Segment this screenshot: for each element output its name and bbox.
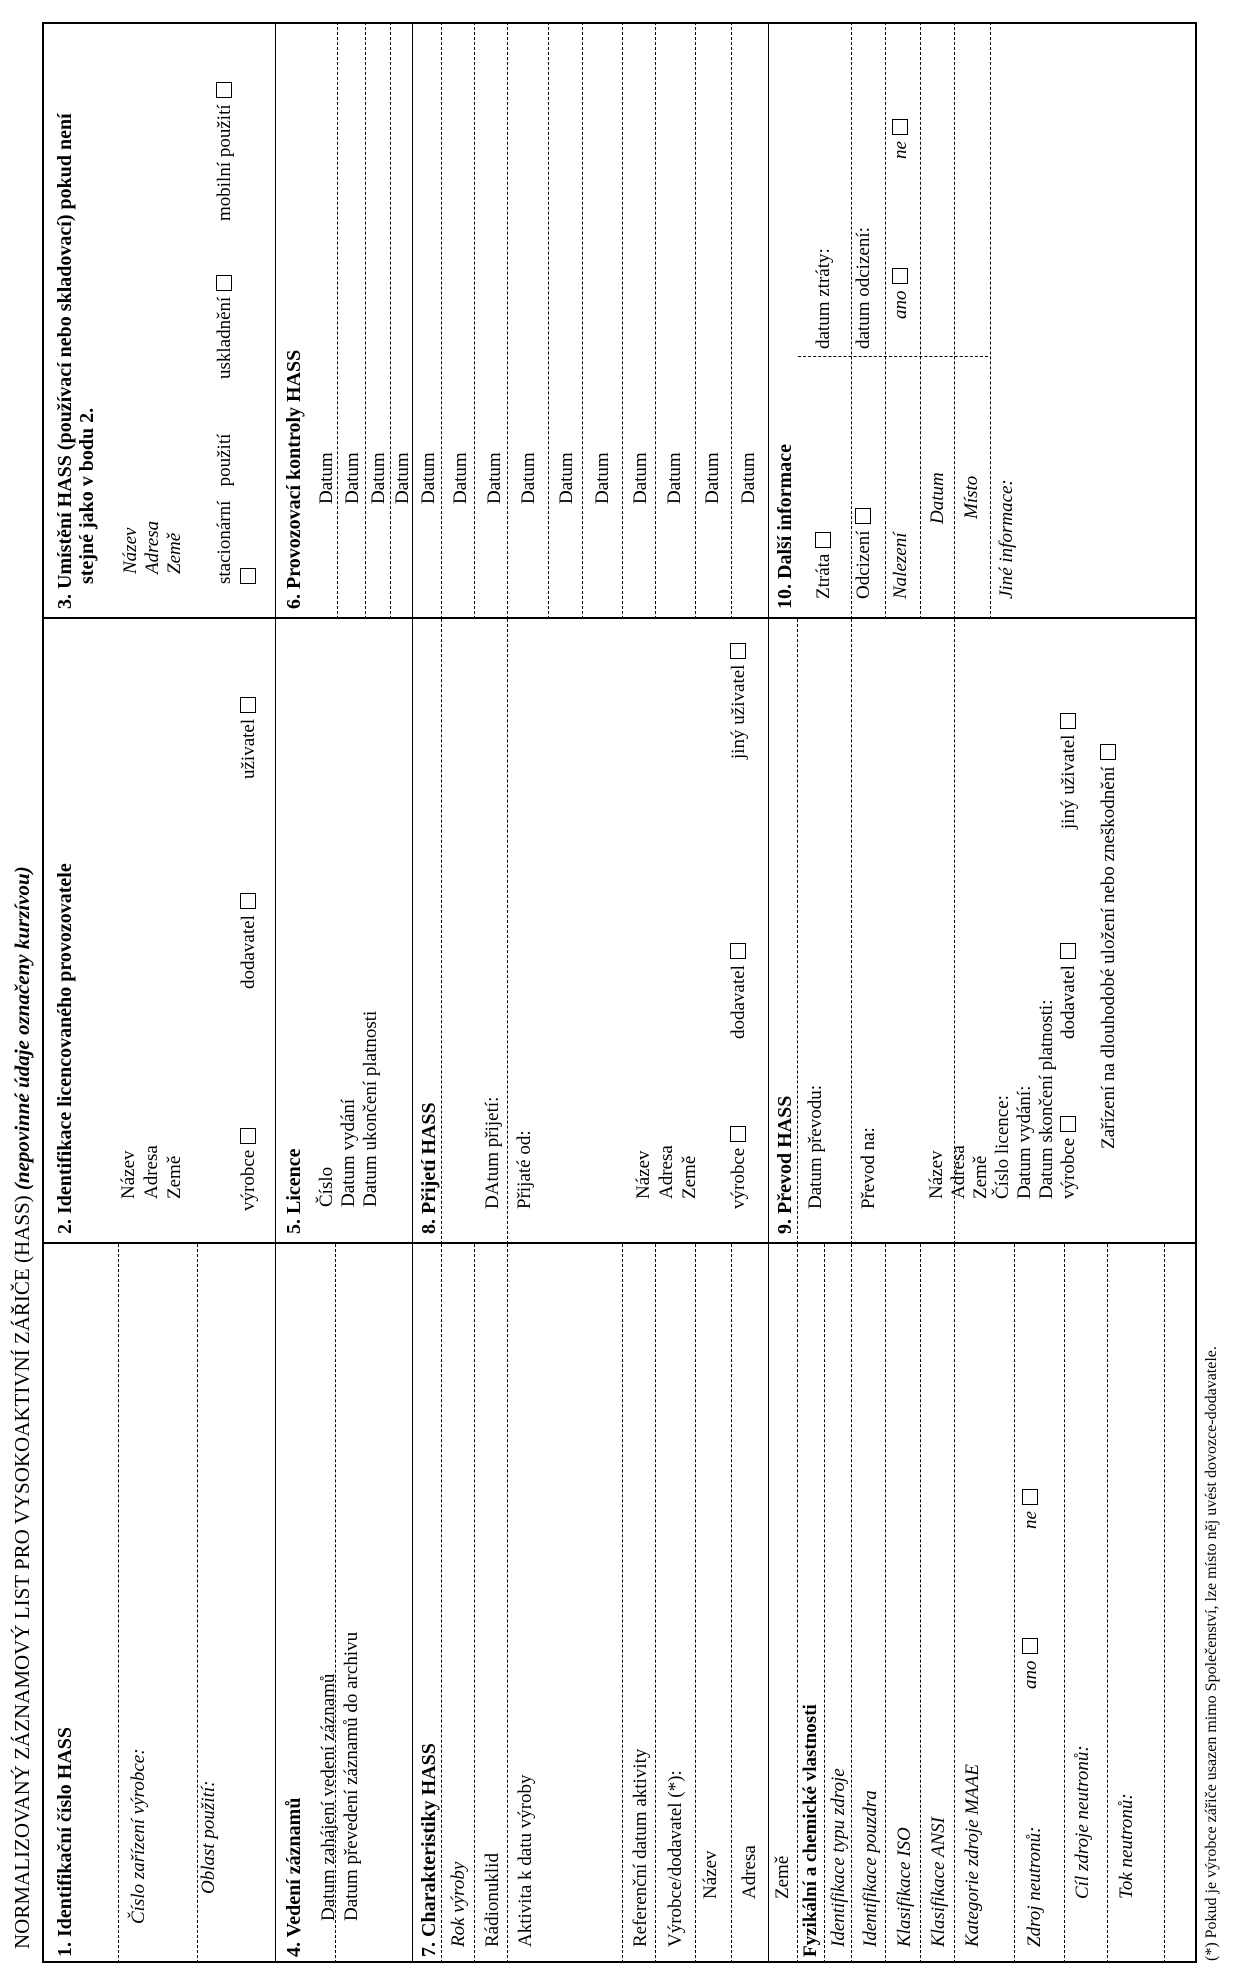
form-title: NORMALIZOVANÝ ZÁZNAMOVÝ LIST PRO VYSOKOAKTIVNÍ ZÁŘIČE (HASS) (nepovinné údaje označeny kurzívou): [10, 866, 34, 1949]
s10-ztrata-option[interactable]: Ztráta: [813, 532, 835, 599]
s1-cislo-label: Číslo zařízení výrobce:: [128, 1748, 149, 1924]
section-5-heading: 5. Licence: [283, 1148, 305, 1234]
s7-cil-n: Cíl zdroje neutronů:: [1072, 1745, 1093, 1899]
s9-vyrobce-checkbox[interactable]: [1060, 1116, 1076, 1132]
s2-vyrobce-option[interactable]: výrobce: [238, 1128, 260, 1211]
s10-datum-odcizeni: datum odcizení:: [853, 227, 874, 349]
s9-vydani: Datum vydání:: [1014, 1085, 1035, 1199]
s6-datum-3: Datum: [368, 452, 389, 504]
s6-datum-9: Datum: [556, 452, 577, 504]
s3-adresa: Adresa: [142, 520, 163, 574]
s5-cislo: Číslo: [316, 1166, 337, 1207]
s1-oblast-label: Oblast použití:: [198, 1780, 219, 1894]
s8-prijato: Přijaté od:: [514, 1130, 535, 1209]
s2-adresa: Adresa: [141, 1145, 162, 1199]
s7-adresa: Adresa: [739, 1845, 760, 1899]
s7-vyrobce: Výrobce/dodavatel (*):: [665, 1770, 686, 1947]
s7-iso: Klasifikace ISO: [894, 1827, 915, 1947]
section-8-heading: 8. Přijetí HASS: [418, 1102, 440, 1234]
s5-vydani: Datum vydání: [338, 1098, 359, 1207]
s7-ansi: Klasifikace ANSI: [928, 1817, 949, 1947]
s7-aktivita: Aktivita k datu výroby: [515, 1774, 536, 1947]
s8-dodavatel-option[interactable]: dodavatel: [728, 943, 750, 1039]
row-divider-3: [768, 22, 769, 1963]
s2-uzivatel-checkbox[interactable]: [240, 697, 256, 713]
s7-pouzdro: Identifikace pouzdra: [860, 1790, 881, 1947]
s9-adresa: Adresa: [948, 1145, 969, 1199]
row-divider-1: [275, 22, 276, 1963]
s9-prevod: Převod na:: [858, 1127, 879, 1209]
s7-tok-n: Tok neutronů:: [1116, 1793, 1137, 1899]
s4-prevedeni: Datum převedení záznamů do archivu: [341, 1631, 362, 1921]
s9-dodavatel-checkbox[interactable]: [1060, 943, 1076, 959]
s10-ne-checkbox[interactable]: [892, 119, 908, 135]
row-divider-2: [412, 22, 413, 1963]
section-6-heading: 6. Provozovací kontroly HASS: [283, 349, 305, 609]
s2-dodavatel-checkbox[interactable]: [240, 893, 256, 909]
s6-datum-6: Datum: [450, 452, 471, 504]
s3-zeme: Země: [164, 532, 185, 574]
s7-zeme: Země: [772, 1855, 793, 1899]
s7-referencni: Referenční datum aktivity: [630, 1748, 651, 1947]
s8-vyrobce-checkbox[interactable]: [730, 1126, 746, 1142]
section-3-heading-line2: stejné jako v bodu 2.: [76, 407, 98, 584]
s10-ne-option[interactable]: ne: [890, 119, 912, 159]
column-divider-2: [42, 617, 1197, 619]
s9-jiny-option[interactable]: jiný uživatel: [1058, 713, 1080, 829]
s8-jiny-checkbox[interactable]: [730, 643, 746, 659]
s10-misto: Místo: [961, 475, 982, 519]
s3-nazev: Název: [120, 527, 141, 574]
s6-datum-4: Datum: [392, 452, 413, 504]
s7-radionuklid: Rádionuklid: [482, 1853, 503, 1947]
section-4-heading: 4. Vedení záznamů: [283, 1797, 305, 1957]
s8-nazev: Název: [633, 1150, 654, 1199]
s9-skonceni: Datum skončení platnosti:: [1036, 999, 1057, 1199]
s2-dodavatel-option[interactable]: dodavatel: [238, 893, 260, 989]
s6-datum-1: Datum: [316, 452, 337, 504]
footnote: (*) Pokud je výrobce zářiče usazen mimo Společenství, lze místo něj uvést dovozce-dodavatele.: [1203, 1346, 1220, 1961]
s4-zahajeni: Datum zahájení vedení záznamů: [318, 1673, 339, 1921]
s9-zeme: Země: [970, 1155, 991, 1199]
s5-ukonceni: Datum ukončení platnosti: [360, 1010, 381, 1207]
s9-dodavatel-option[interactable]: dodavatel: [1058, 943, 1080, 1039]
s8-jiny-option[interactable]: jiný uživatel: [728, 643, 750, 759]
section-7-heading: 7. Charakteristiky HASS: [418, 1743, 440, 1957]
s8-dodavatel-checkbox[interactable]: [730, 943, 746, 959]
s6-datum-14: Datum: [738, 452, 759, 504]
s6-datum-5: Datum: [418, 452, 439, 504]
s7-ne-option[interactable]: ne: [1020, 1489, 1042, 1529]
s2-zeme: Země: [164, 1155, 185, 1199]
s8-zeme: Země: [679, 1155, 700, 1199]
s6-datum-10: Datum: [592, 452, 613, 504]
s10-ano-option[interactable]: ano: [890, 269, 912, 320]
s7-ano-checkbox[interactable]: [1022, 1639, 1038, 1655]
section-2-heading: 2. Identifikace licencovaného provozovatele: [54, 863, 76, 1234]
s10-ztrata-checkbox[interactable]: [815, 532, 831, 548]
s8-datum: DAtum přijetí:: [482, 1096, 503, 1209]
s9-zarizeni-checkbox[interactable]: [1100, 744, 1116, 760]
s6-datum-12: Datum: [664, 452, 685, 504]
section-3-heading: 3. Umístění HASS (používací nebo skladovací) pokud není: [54, 113, 76, 609]
s3-stacionarni-checkbox[interactable]: [240, 568, 256, 584]
column-divider-1: [42, 1242, 1197, 1244]
s8-adresa: Adresa: [656, 1145, 677, 1199]
section-1-heading: 1. Identifikační číslo HASS: [54, 1726, 76, 1957]
s2-uzivatel-option[interactable]: uživatel: [238, 697, 260, 779]
s3-uskladneni-checkbox[interactable]: [216, 275, 232, 291]
s7-nazev: Název: [700, 1850, 721, 1899]
s10-ano-checkbox[interactable]: [892, 269, 908, 285]
section-9-heading: 9. Převod HASS: [774, 1095, 796, 1234]
title-note: (nepovinné údaje označeny kurzívou): [10, 866, 34, 1191]
s6-datum-8: Datum: [518, 452, 539, 504]
s7-maae: Kategorie zdroje MAAE: [962, 1764, 983, 1947]
s10-jine: Jiné informace:: [996, 479, 1017, 599]
s10-odcizeni-option[interactable]: Odcizení: [853, 508, 875, 599]
s9-datum: Datum převodu:: [805, 1084, 826, 1209]
s9-vyrobce-option[interactable]: výrobce: [1058, 1116, 1080, 1199]
s6-datum-2: Datum: [342, 452, 363, 504]
s8-vyrobce-option[interactable]: výrobce: [728, 1126, 750, 1209]
s7-typ: Identifikace typu zdroje: [828, 1768, 849, 1947]
s6-datum-13: Datum: [702, 452, 723, 504]
s7-ne-checkbox[interactable]: [1022, 1489, 1038, 1505]
s2-nazev: Název: [118, 1150, 139, 1199]
s2-vyrobce-checkbox[interactable]: [240, 1128, 256, 1144]
s10-datum-ztraty: datum ztráty:: [813, 248, 834, 349]
s3-uskladneni-option[interactable]: uskladnění: [214, 275, 236, 379]
s7-ano-option[interactable]: ano: [1020, 1639, 1042, 1690]
section-10-heading: 10. Další informace: [774, 444, 796, 609]
s10-nalezeni: Nalezení: [890, 532, 911, 599]
s6-datum-7: Datum: [484, 452, 505, 504]
s10-odcizeni-checkbox[interactable]: [855, 508, 871, 524]
s3-stacionarni: stacionární použití: [214, 433, 235, 584]
s9-nazev: Název: [926, 1150, 947, 1199]
s7-zdroj-n: Zdroj neutronů:: [1024, 1826, 1045, 1947]
s10-datum: Datum: [927, 472, 948, 524]
s3-mobilni-checkbox[interactable]: [216, 82, 232, 98]
s9-zarizeni-option[interactable]: Zařízení na dlouhodobé uložení nebo zneškodnění: [1098, 744, 1120, 1149]
s9-licence: Číslo licence:: [992, 1095, 1013, 1199]
s7-fyz: Fyzikální a chemické vlastnosti: [800, 1704, 821, 1957]
s7-rok: Rok výroby: [448, 1861, 469, 1947]
s3-mobilni-option[interactable]: mobilní použití: [214, 82, 236, 221]
s6-datum-11: Datum: [630, 452, 651, 504]
s9-jiny-checkbox[interactable]: [1060, 713, 1076, 729]
